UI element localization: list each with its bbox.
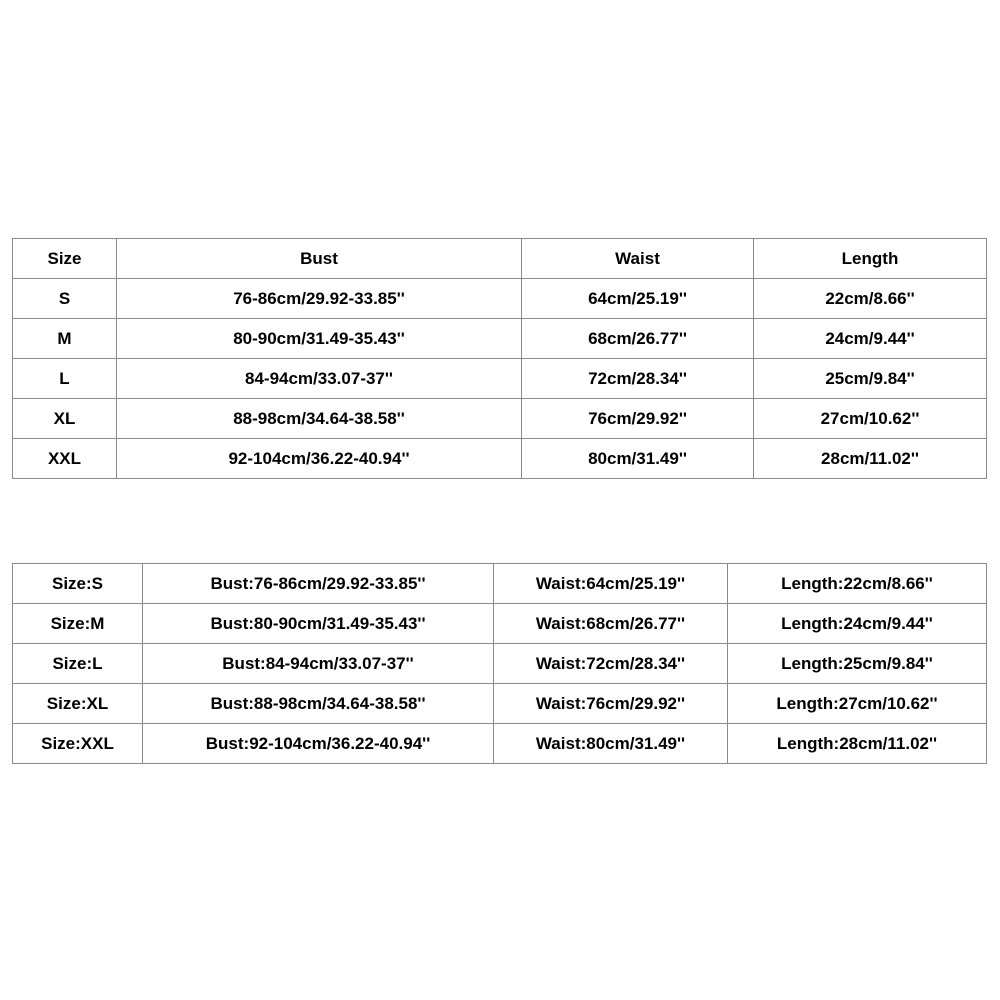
header-bust: Bust: [117, 239, 522, 279]
header-row: [13, 239, 987, 279]
bust-cell: 76-86cm/29.92-33.85'': [117, 279, 522, 319]
bust-cell: Bust:88-98cm/34.64-38.58'': [143, 684, 494, 724]
waist-cell: 68cm/26.77'': [522, 319, 754, 359]
table-row: [13, 399, 987, 439]
table-row: [13, 644, 987, 684]
bust-cell: 80-90cm/31.49-35.43'': [117, 319, 522, 359]
size-cell: Size:S: [13, 564, 143, 604]
header-waist: Waist: [522, 239, 754, 279]
header-size: Size: [13, 239, 117, 279]
waist-cell: 76cm/29.92'': [522, 399, 754, 439]
length-cell: Length:24cm/9.44'': [728, 604, 987, 644]
size-cell: Size:L: [13, 644, 143, 684]
size-cell: L: [13, 359, 117, 399]
size-detail-table: [12, 563, 987, 764]
table-row: [13, 564, 987, 604]
table-row: [13, 319, 987, 359]
table-row: [13, 279, 987, 319]
size-cell: Size:M: [13, 604, 143, 644]
length-cell: 28cm/11.02'': [754, 439, 987, 479]
waist-cell: Waist:72cm/28.34'': [494, 644, 728, 684]
table-row: [13, 604, 987, 644]
bust-cell: 92-104cm/36.22-40.94'': [117, 439, 522, 479]
waist-cell: 64cm/25.19'': [522, 279, 754, 319]
bust-cell: Bust:80-90cm/31.49-35.43'': [143, 604, 494, 644]
bust-cell: Bust:92-104cm/36.22-40.94'': [143, 724, 494, 764]
bust-cell: 84-94cm/33.07-37'': [117, 359, 522, 399]
size-cell: XL: [13, 399, 117, 439]
waist-cell: 72cm/28.34'': [522, 359, 754, 399]
table-row: [13, 724, 987, 764]
length-cell: Length:22cm/8.66'': [728, 564, 987, 604]
waist-cell: Waist:80cm/31.49'': [494, 724, 728, 764]
size-cell: Size:XL: [13, 684, 143, 724]
waist-cell: 80cm/31.49'': [522, 439, 754, 479]
length-cell: Length:27cm/10.62'': [728, 684, 987, 724]
size-cell: M: [13, 319, 117, 359]
bust-cell: Bust:76-86cm/29.92-33.85'': [143, 564, 494, 604]
header-length: Length: [754, 239, 987, 279]
size-chart-table: [12, 238, 987, 479]
size-cell: XXL: [13, 439, 117, 479]
length-cell: 22cm/8.66'': [754, 279, 987, 319]
size-cell: Size:XXL: [13, 724, 143, 764]
table-row: [13, 439, 987, 479]
bust-cell: 88-98cm/34.64-38.58'': [117, 399, 522, 439]
length-cell: 24cm/9.44'': [754, 319, 987, 359]
length-cell: Length:25cm/9.84'': [728, 644, 987, 684]
bust-cell: Bust:84-94cm/33.07-37'': [143, 644, 494, 684]
waist-cell: Waist:64cm/25.19'': [494, 564, 728, 604]
table-row: [13, 684, 987, 724]
table-row: [13, 359, 987, 399]
waist-cell: Waist:68cm/26.77'': [494, 604, 728, 644]
length-cell: Length:28cm/11.02'': [728, 724, 987, 764]
waist-cell: Waist:76cm/29.92'': [494, 684, 728, 724]
length-cell: 25cm/9.84'': [754, 359, 987, 399]
size-cell: S: [13, 279, 117, 319]
length-cell: 27cm/10.62'': [754, 399, 987, 439]
